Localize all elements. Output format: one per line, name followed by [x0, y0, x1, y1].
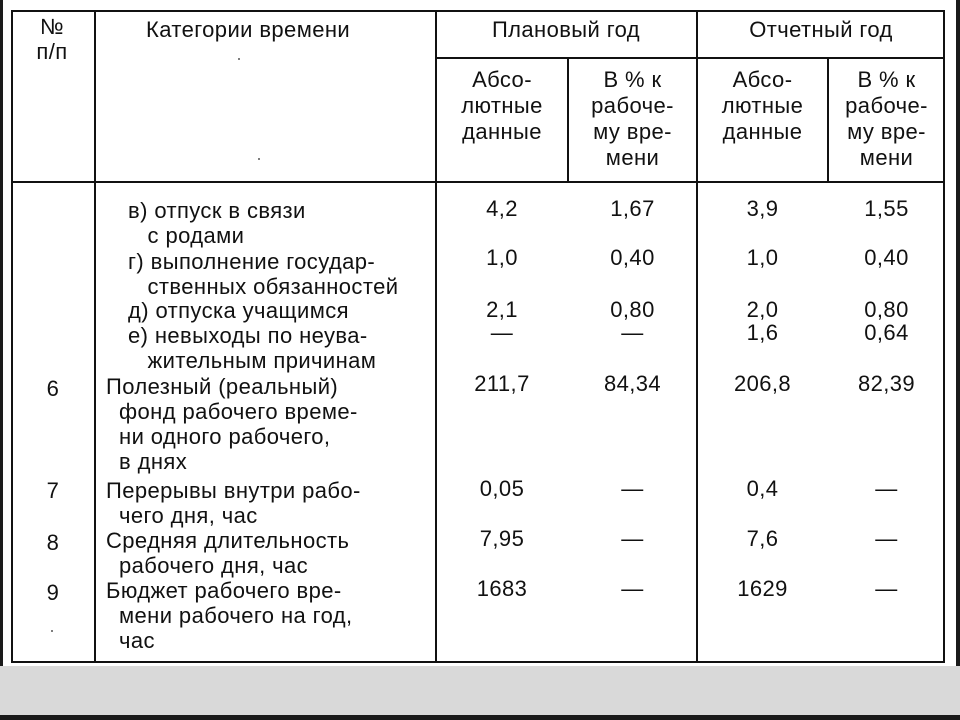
row-report-abs: 1629: [737, 576, 788, 601]
header-report-pct: В % к рабоче- му вре- мени: [845, 67, 928, 170]
row-category: в) отпуск в связи с родами: [128, 198, 306, 248]
row-report-abs: 3,9: [746, 196, 779, 221]
row-report-pct: —: [875, 476, 898, 501]
row-plan-pct: 84,34: [603, 371, 662, 396]
row-plan-abs: 1,0: [486, 245, 518, 270]
header-report-abs: Абсо- лютные данные: [721, 67, 804, 144]
header-plan-abs: Абсо- лютные данные: [461, 67, 543, 144]
row-number: 8: [46, 530, 60, 555]
row-category: Средняя длительность рабочего дня, час: [106, 528, 350, 578]
row-plan-pct: 0,40: [610, 245, 655, 270]
row-report-abs: 1,0: [746, 245, 779, 270]
row-plan-pct: —: [621, 526, 644, 551]
row-report-pct: 0,40: [864, 245, 909, 270]
year-subheader-line: [436, 57, 944, 59]
row-report-pct: —: [875, 526, 898, 551]
header-bottom-line: [12, 181, 944, 183]
left-edge: [0, 0, 3, 720]
header-num: № п/п: [36, 14, 68, 64]
row-report-pct: 82,39: [857, 371, 916, 396]
row-report-pct: 1,55: [864, 196, 909, 221]
bottom-strip: [0, 666, 960, 720]
header-report-year: Отчетный год: [749, 17, 893, 42]
row-category: е) невыходы по неува- жительным причинам: [128, 323, 377, 373]
right-edge: [956, 0, 960, 720]
row-plan-pct: —: [621, 576, 644, 601]
row-plan-abs: 1683: [476, 576, 528, 601]
row-category: Бюджет рабочего вре- мени рабочего на год, час: [106, 578, 353, 653]
row-report-abs: 7,6: [746, 526, 779, 551]
row-report-abs: 2,0: [746, 297, 779, 322]
row-plan-abs: 211,7: [474, 371, 530, 396]
row-report-abs: 1,6: [746, 320, 779, 345]
row-category: Полезный (реальный) фонд рабочего време- ни одного рабочего, в днях: [106, 374, 358, 474]
row-plan-abs: 7,95: [479, 526, 525, 551]
row-plan-abs: 2,1: [486, 297, 518, 322]
row-report-pct: 0,64: [864, 320, 909, 345]
row-category: Перерывы внутри рабо- чего дня, час: [106, 478, 361, 528]
header-plan-year: Плановый год: [491, 17, 641, 42]
row-category: д) отпуска учащимся: [128, 298, 349, 323]
row-number: 9: [46, 580, 60, 605]
row-report-pct: 0,80: [864, 297, 909, 322]
row-plan-abs: —: [490, 320, 514, 345]
row-plan-pct: 1,67: [610, 196, 655, 221]
row-plan-abs: 4,2: [486, 196, 518, 221]
row-plan-pct: —: [621, 476, 644, 501]
bottom-border: [0, 715, 960, 720]
row-plan-pct: —: [621, 320, 644, 345]
header-category: Категории времени: [146, 17, 351, 42]
col-divider-num: [94, 11, 96, 663]
header-plan-pct: В % к рабоче- му вре- мени: [591, 67, 674, 170]
row-category: г) выполнение государ- ственных обязанностей: [128, 249, 399, 299]
row-plan-abs: 0,05: [479, 476, 525, 501]
row-number: 6: [46, 376, 60, 401]
row-report-abs: 0,4: [746, 476, 779, 501]
row-report-abs: 206,8: [733, 371, 792, 396]
row-plan-pct: 0,80: [610, 297, 655, 322]
row-number: 7: [46, 478, 60, 503]
scan-speck: [238, 58, 240, 60]
row-report-pct: —: [875, 576, 898, 601]
scan-speck: [258, 158, 260, 160]
scan-speck: [51, 630, 53, 632]
